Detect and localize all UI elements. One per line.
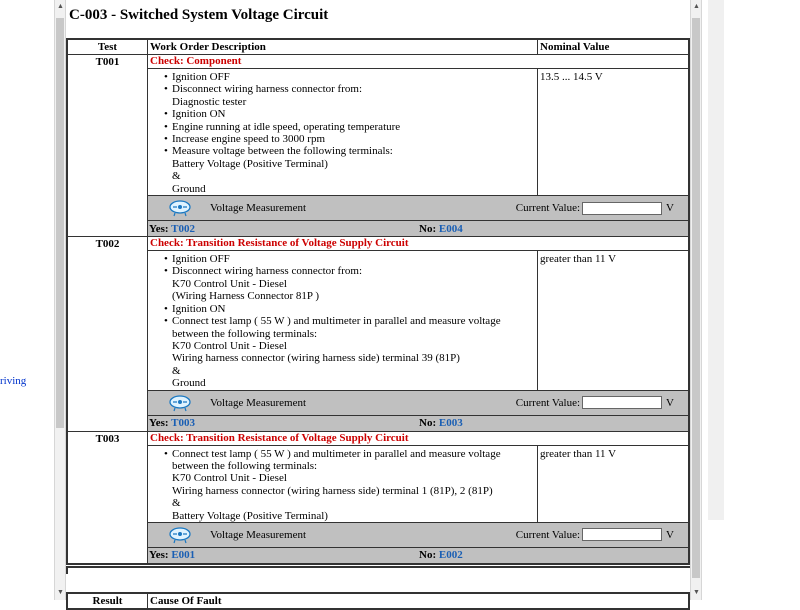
check-title: Check: Transition Resistance of Voltage Supply Circuit bbox=[148, 431, 690, 445]
step-item bbox=[172, 83, 537, 108]
step-text: Disconnect wiring harness connector from: bbox=[172, 83, 362, 96]
step-item bbox=[172, 448, 537, 522]
work-order-description bbox=[148, 69, 538, 196]
measurement-label: Voltage Measurement bbox=[210, 528, 307, 541]
unit-label: V bbox=[666, 202, 674, 215]
step-item bbox=[172, 71, 537, 83]
current-value-input[interactable] bbox=[582, 396, 662, 409]
current-value-label: Current Value: bbox=[515, 202, 581, 215]
step-text: Connect test lamp ( 55 W ) and multimeter in parallel and measure voltage between the following terminals: bbox=[172, 315, 501, 340]
column-header-description: Work Order Description bbox=[148, 39, 538, 55]
no-label: No: bbox=[419, 549, 437, 562]
side-nav-link[interactable]: riving bbox=[0, 375, 27, 387]
step-text: Ignition ON bbox=[172, 108, 226, 121]
yes-branch bbox=[149, 417, 419, 429]
steps-list bbox=[148, 71, 537, 195]
no-label: No: bbox=[419, 417, 437, 430]
multimeter-probe-icon[interactable] bbox=[168, 394, 192, 412]
yes-branch bbox=[149, 223, 419, 235]
steps-list bbox=[148, 253, 537, 389]
step-item bbox=[172, 265, 537, 302]
main-frame-scrollbar[interactable] bbox=[690, 0, 702, 600]
current-value-input[interactable] bbox=[582, 528, 662, 541]
scroll-down-arrow-icon[interactable]: ▼ bbox=[693, 588, 700, 596]
step-item bbox=[172, 108, 537, 120]
page-title: C-003 - Switched System Voltage Circuit bbox=[69, 7, 329, 23]
no-branch bbox=[419, 223, 463, 235]
scroll-up-arrow-icon[interactable]: ▲ bbox=[693, 2, 700, 10]
test-check-row bbox=[67, 55, 689, 69]
measurement-row bbox=[67, 390, 689, 415]
step-text: Increase engine speed to 3000 rpm bbox=[172, 133, 326, 146]
no-target-link[interactable]: E003 bbox=[438, 417, 463, 430]
scroll-down-arrow-icon[interactable]: ▼ bbox=[57, 588, 64, 596]
step-subline: Wiring harness connector (wiring harness side) terminal 39 (81P) bbox=[172, 352, 460, 365]
test-detail-row bbox=[67, 445, 689, 522]
no-label: No: bbox=[419, 222, 437, 235]
measurement-label: Voltage Measurement bbox=[210, 396, 307, 409]
step-text: Ignition OFF bbox=[172, 71, 230, 83]
test-detail-row bbox=[67, 251, 689, 390]
work-order-description bbox=[148, 251, 538, 390]
yes-label: Yes: bbox=[149, 549, 169, 562]
step-item bbox=[172, 253, 537, 265]
work-order-description bbox=[148, 445, 538, 522]
step-text: Measure voltage between the following terminals: bbox=[172, 145, 393, 158]
scrollbar-thumb[interactable] bbox=[56, 18, 64, 428]
step-subline: Diagnostic tester bbox=[172, 95, 247, 108]
measurement-label: Voltage Measurement bbox=[210, 202, 307, 215]
unit-label: V bbox=[666, 396, 674, 409]
nominal-value: greater than 11 V bbox=[538, 251, 690, 390]
step-subline: (Wiring Harness Connector 81P ) bbox=[172, 290, 320, 303]
left-frame-scrollbar[interactable] bbox=[54, 0, 66, 600]
column-header-test: Test bbox=[67, 39, 148, 55]
step-subline: Battery Voltage (Positive Terminal) bbox=[172, 509, 328, 522]
table-spacer bbox=[66, 566, 694, 574]
nominal-value: greater than 11 V bbox=[538, 445, 690, 522]
multimeter-probe-icon[interactable] bbox=[168, 199, 192, 217]
no-target-link[interactable]: E004 bbox=[438, 222, 463, 235]
check-title: Check: Transition Resistance of Voltage Supply Circuit bbox=[148, 237, 690, 251]
column-header-cause: Cause Of Fault bbox=[148, 593, 690, 609]
step-subline: & bbox=[172, 364, 181, 377]
step-subline: Ground bbox=[172, 377, 206, 390]
step-subline: K70 Control Unit - Diesel bbox=[172, 277, 287, 290]
yes-target-link[interactable]: T003 bbox=[171, 417, 195, 430]
yes-no-row bbox=[67, 415, 689, 431]
step-text: Ignition OFF bbox=[172, 253, 230, 266]
test-check-row bbox=[67, 431, 689, 445]
step-subline: Wiring harness connector (wiring harness side) terminal 1 (81P), 2 (81P) bbox=[172, 484, 493, 497]
no-target-link[interactable]: E002 bbox=[438, 549, 463, 562]
yes-label: Yes: bbox=[149, 417, 169, 430]
table-header-row bbox=[67, 39, 689, 55]
no-branch bbox=[419, 549, 463, 561]
unit-label: V bbox=[666, 528, 674, 541]
nominal-value: 13.5 ... 14.5 V bbox=[538, 69, 690, 196]
left-navigation-frame bbox=[0, 0, 54, 600]
test-id-cell: T003 bbox=[67, 431, 148, 564]
step-subline: & bbox=[172, 497, 181, 510]
yes-target-link[interactable]: E001 bbox=[171, 549, 196, 562]
test-id-cell: T002 bbox=[67, 237, 148, 431]
column-header-nominal: Nominal Value bbox=[538, 39, 690, 55]
yes-no-row bbox=[67, 547, 689, 564]
measurement-row bbox=[67, 522, 689, 547]
yes-branch bbox=[149, 549, 419, 561]
outer-scroll-track[interactable] bbox=[708, 0, 724, 520]
step-text: Connect test lamp ( 55 W ) and multimeter in parallel and measure voltage between the following terminals: bbox=[172, 447, 501, 472]
step-item bbox=[172, 303, 537, 315]
result-table bbox=[66, 592, 690, 610]
multimeter-probe-icon[interactable] bbox=[168, 526, 192, 544]
step-text: Ignition ON bbox=[172, 302, 226, 315]
step-subline: Battery Voltage (Positive Terminal) bbox=[172, 157, 328, 170]
step-text: Engine running at idle speed, operating temperature bbox=[172, 120, 401, 133]
step-item bbox=[172, 121, 537, 133]
step-item bbox=[172, 145, 537, 195]
work-order-table bbox=[66, 38, 690, 565]
yes-target-link[interactable]: T002 bbox=[171, 222, 195, 235]
step-subline: Ground bbox=[172, 182, 206, 195]
yes-no-row bbox=[67, 221, 689, 237]
step-subline: K70 Control Unit - Diesel bbox=[172, 339, 287, 352]
steps-list bbox=[148, 448, 537, 522]
right-empty-frame bbox=[702, 0, 800, 600]
column-header-result: Result bbox=[67, 593, 148, 609]
step-text: Disconnect wiring harness connector from: bbox=[172, 265, 362, 278]
test-detail-row bbox=[67, 69, 689, 196]
step-subline: K70 Control Unit - Diesel bbox=[172, 472, 287, 485]
step-item bbox=[172, 133, 537, 145]
main-content-frame bbox=[66, 0, 690, 607]
scroll-up-arrow-icon[interactable]: ▲ bbox=[57, 2, 64, 10]
measurement-row bbox=[67, 196, 689, 221]
test-check-row bbox=[67, 237, 689, 251]
current-value-label: Current Value: bbox=[515, 528, 581, 541]
step-item bbox=[172, 315, 537, 389]
yes-label: Yes: bbox=[149, 222, 169, 235]
test-id-cell: T001 bbox=[67, 55, 148, 237]
current-value-input[interactable] bbox=[582, 202, 662, 215]
no-branch bbox=[419, 417, 463, 429]
current-value-label: Current Value: bbox=[515, 396, 581, 409]
step-subline: & bbox=[172, 170, 181, 183]
check-title: Check: Component bbox=[148, 55, 690, 69]
scrollbar-thumb[interactable] bbox=[692, 18, 700, 578]
